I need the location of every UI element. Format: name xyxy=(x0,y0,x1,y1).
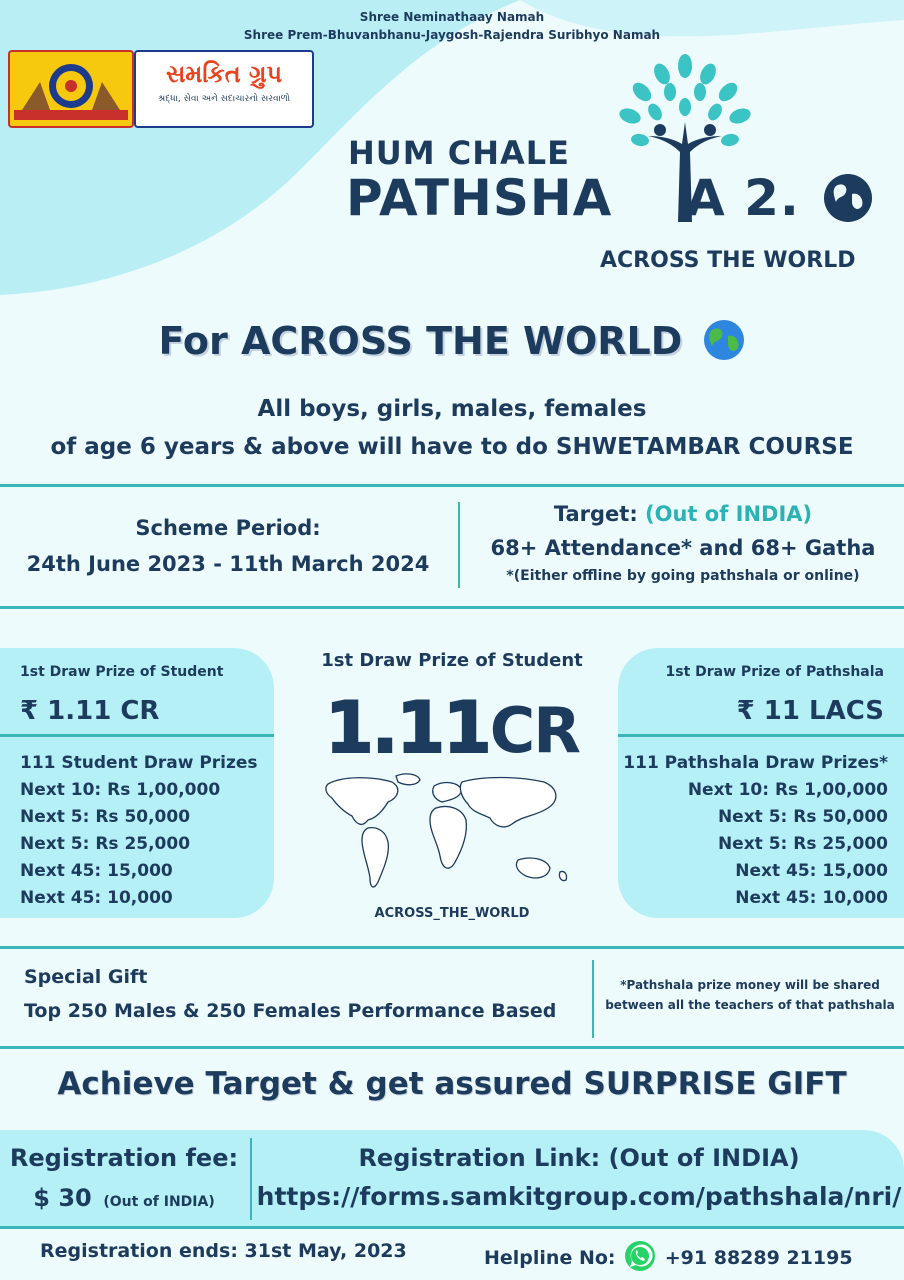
registration-ends: Registration ends: 31st May, 2023 xyxy=(40,1240,407,1262)
registration-fee xyxy=(0,1184,248,1212)
divider xyxy=(0,946,904,949)
divider xyxy=(618,734,904,737)
special-gift-title: Special Gift xyxy=(24,966,148,988)
emblem-logo xyxy=(8,50,134,128)
divider-vertical xyxy=(458,502,460,588)
emblem-icon xyxy=(10,52,132,126)
target-requirement: 68+ Attendance* and 68+ Gatha xyxy=(490,536,876,560)
helpline-number[interactable]: +91 88289 21195 xyxy=(664,1247,853,1269)
student-prize-item: Next 5: Rs 50,000 xyxy=(20,807,191,827)
target-heading xyxy=(462,502,904,526)
samkit-group-logo xyxy=(134,50,314,128)
registration-fee-scope: (Out of INDIA) xyxy=(103,1194,215,1210)
scheme-dates: 24th June 2023 - 11th March 2024 xyxy=(26,552,430,576)
pathshala-prize-item: Next 5: Rs 25,000 xyxy=(717,834,888,854)
center-prize-heading: 1st Draw Prize of Student xyxy=(321,650,583,671)
student-prize-list xyxy=(20,750,258,912)
headline-text: For ACROSS THE WORLD xyxy=(158,319,683,363)
special-gift-text: Top 250 Males & 250 Females Performance Based xyxy=(24,1000,557,1022)
pathshala-prize-heading: 1st Draw Prize of Pathshala xyxy=(665,664,884,680)
target-label: Target: xyxy=(553,502,638,526)
student-prize-item: Next 5: Rs 25,000 xyxy=(20,834,191,854)
divider-vertical xyxy=(250,1138,252,1220)
surprise-gift: Achieve Target & get assured SURPRISE GIFT xyxy=(57,1066,847,1102)
student-prize-item: Next 45: 15,000 xyxy=(20,861,173,881)
header-line-2: Shree Prem-Bhuvanbhanu-Jaygosh-Rajendra Suribhyo Namah xyxy=(243,28,661,42)
samkit-group-tagline: શ્રદ્ધા, સેવા અને સદાચારનો સરવાળો xyxy=(157,94,291,104)
student-prize-heading: 1st Draw Prize of Student xyxy=(20,664,224,680)
center-prize-amount-value: 1.11 xyxy=(325,687,490,769)
divider xyxy=(0,606,904,609)
pathshala-prize-amount: ₹ 11 LACS xyxy=(736,696,884,726)
student-prize-item: Next 45: 10,000 xyxy=(20,888,173,908)
divider xyxy=(0,1226,904,1229)
special-gift-note-2: between all the teachers of that pathshala xyxy=(605,998,895,1012)
eligibility-line-2: of age 6 years & above will have to do SHWETAMBAR COURSE xyxy=(50,434,854,460)
divider-vertical xyxy=(592,960,594,1038)
scheme-label: Scheme Period: xyxy=(135,516,321,540)
pathshala-prize-item: Next 45: 10,000 xyxy=(735,888,888,908)
pathshala-prize-list xyxy=(623,750,888,912)
student-prize-amount: ₹ 1.11 CR xyxy=(20,696,160,726)
target-note: *(Either offline by going pathshala or online) xyxy=(506,568,860,584)
world-map-icon xyxy=(322,772,572,902)
pathshala-prize-panel xyxy=(618,648,904,918)
registration-link[interactable]: https://forms.samkitgroup.com/pathshala/nri/ xyxy=(256,1182,902,1211)
registration-fee-label: Registration fee: xyxy=(9,1144,239,1172)
whatsapp-icon xyxy=(624,1240,656,1272)
divider xyxy=(0,1046,904,1049)
special-gift-note-1: *Pathshala prize money will be shared xyxy=(620,978,880,992)
student-prize-item: Next 10: Rs 1,00,000 xyxy=(20,780,221,800)
pathshala-prize-item: Next 10: Rs 1,00,000 xyxy=(687,780,888,800)
globe-o-icon xyxy=(822,172,874,224)
title-tagline: ACROSS THE WORLD xyxy=(600,248,856,273)
headline xyxy=(0,318,904,363)
target-scope: (Out of INDIA) xyxy=(645,502,813,526)
student-prize-list-title: 111 Student Draw Prizes xyxy=(20,753,258,773)
helpline xyxy=(484,1240,853,1272)
title-line-1: HUM CHALE xyxy=(348,134,571,172)
student-prize-panel xyxy=(0,648,274,918)
helpline-label: Helpline No: xyxy=(484,1247,616,1269)
registration-fee-amount: $ 30 xyxy=(33,1184,92,1212)
header-line-1: Shree Neminathaay Namah xyxy=(359,10,545,24)
center-prize-amount-unit: CR xyxy=(489,694,579,767)
divider xyxy=(0,484,904,487)
earth-globe-icon xyxy=(702,318,746,362)
pathshala-prize-item: Next 5: Rs 50,000 xyxy=(717,807,888,827)
pathshala-prize-list-title: 111 Pathshala Draw Prizes* xyxy=(623,753,888,773)
center-prize-amount xyxy=(290,688,614,771)
title-line-2a: PATHSHA xyxy=(346,169,613,227)
eligibility-line-1: All boys, girls, males, females xyxy=(257,396,647,422)
pathshala-prize-item: Next 45: 15,000 xyxy=(735,861,888,881)
registration-link-label: Registration Link: (Out of INDIA) xyxy=(358,1144,800,1172)
map-caption: ACROSS_THE_WORLD xyxy=(374,906,530,921)
title-line-2b: A 2. xyxy=(686,169,800,227)
divider xyxy=(0,734,274,737)
samkit-group-title: સમકિત ગ્રુપ xyxy=(165,60,283,88)
